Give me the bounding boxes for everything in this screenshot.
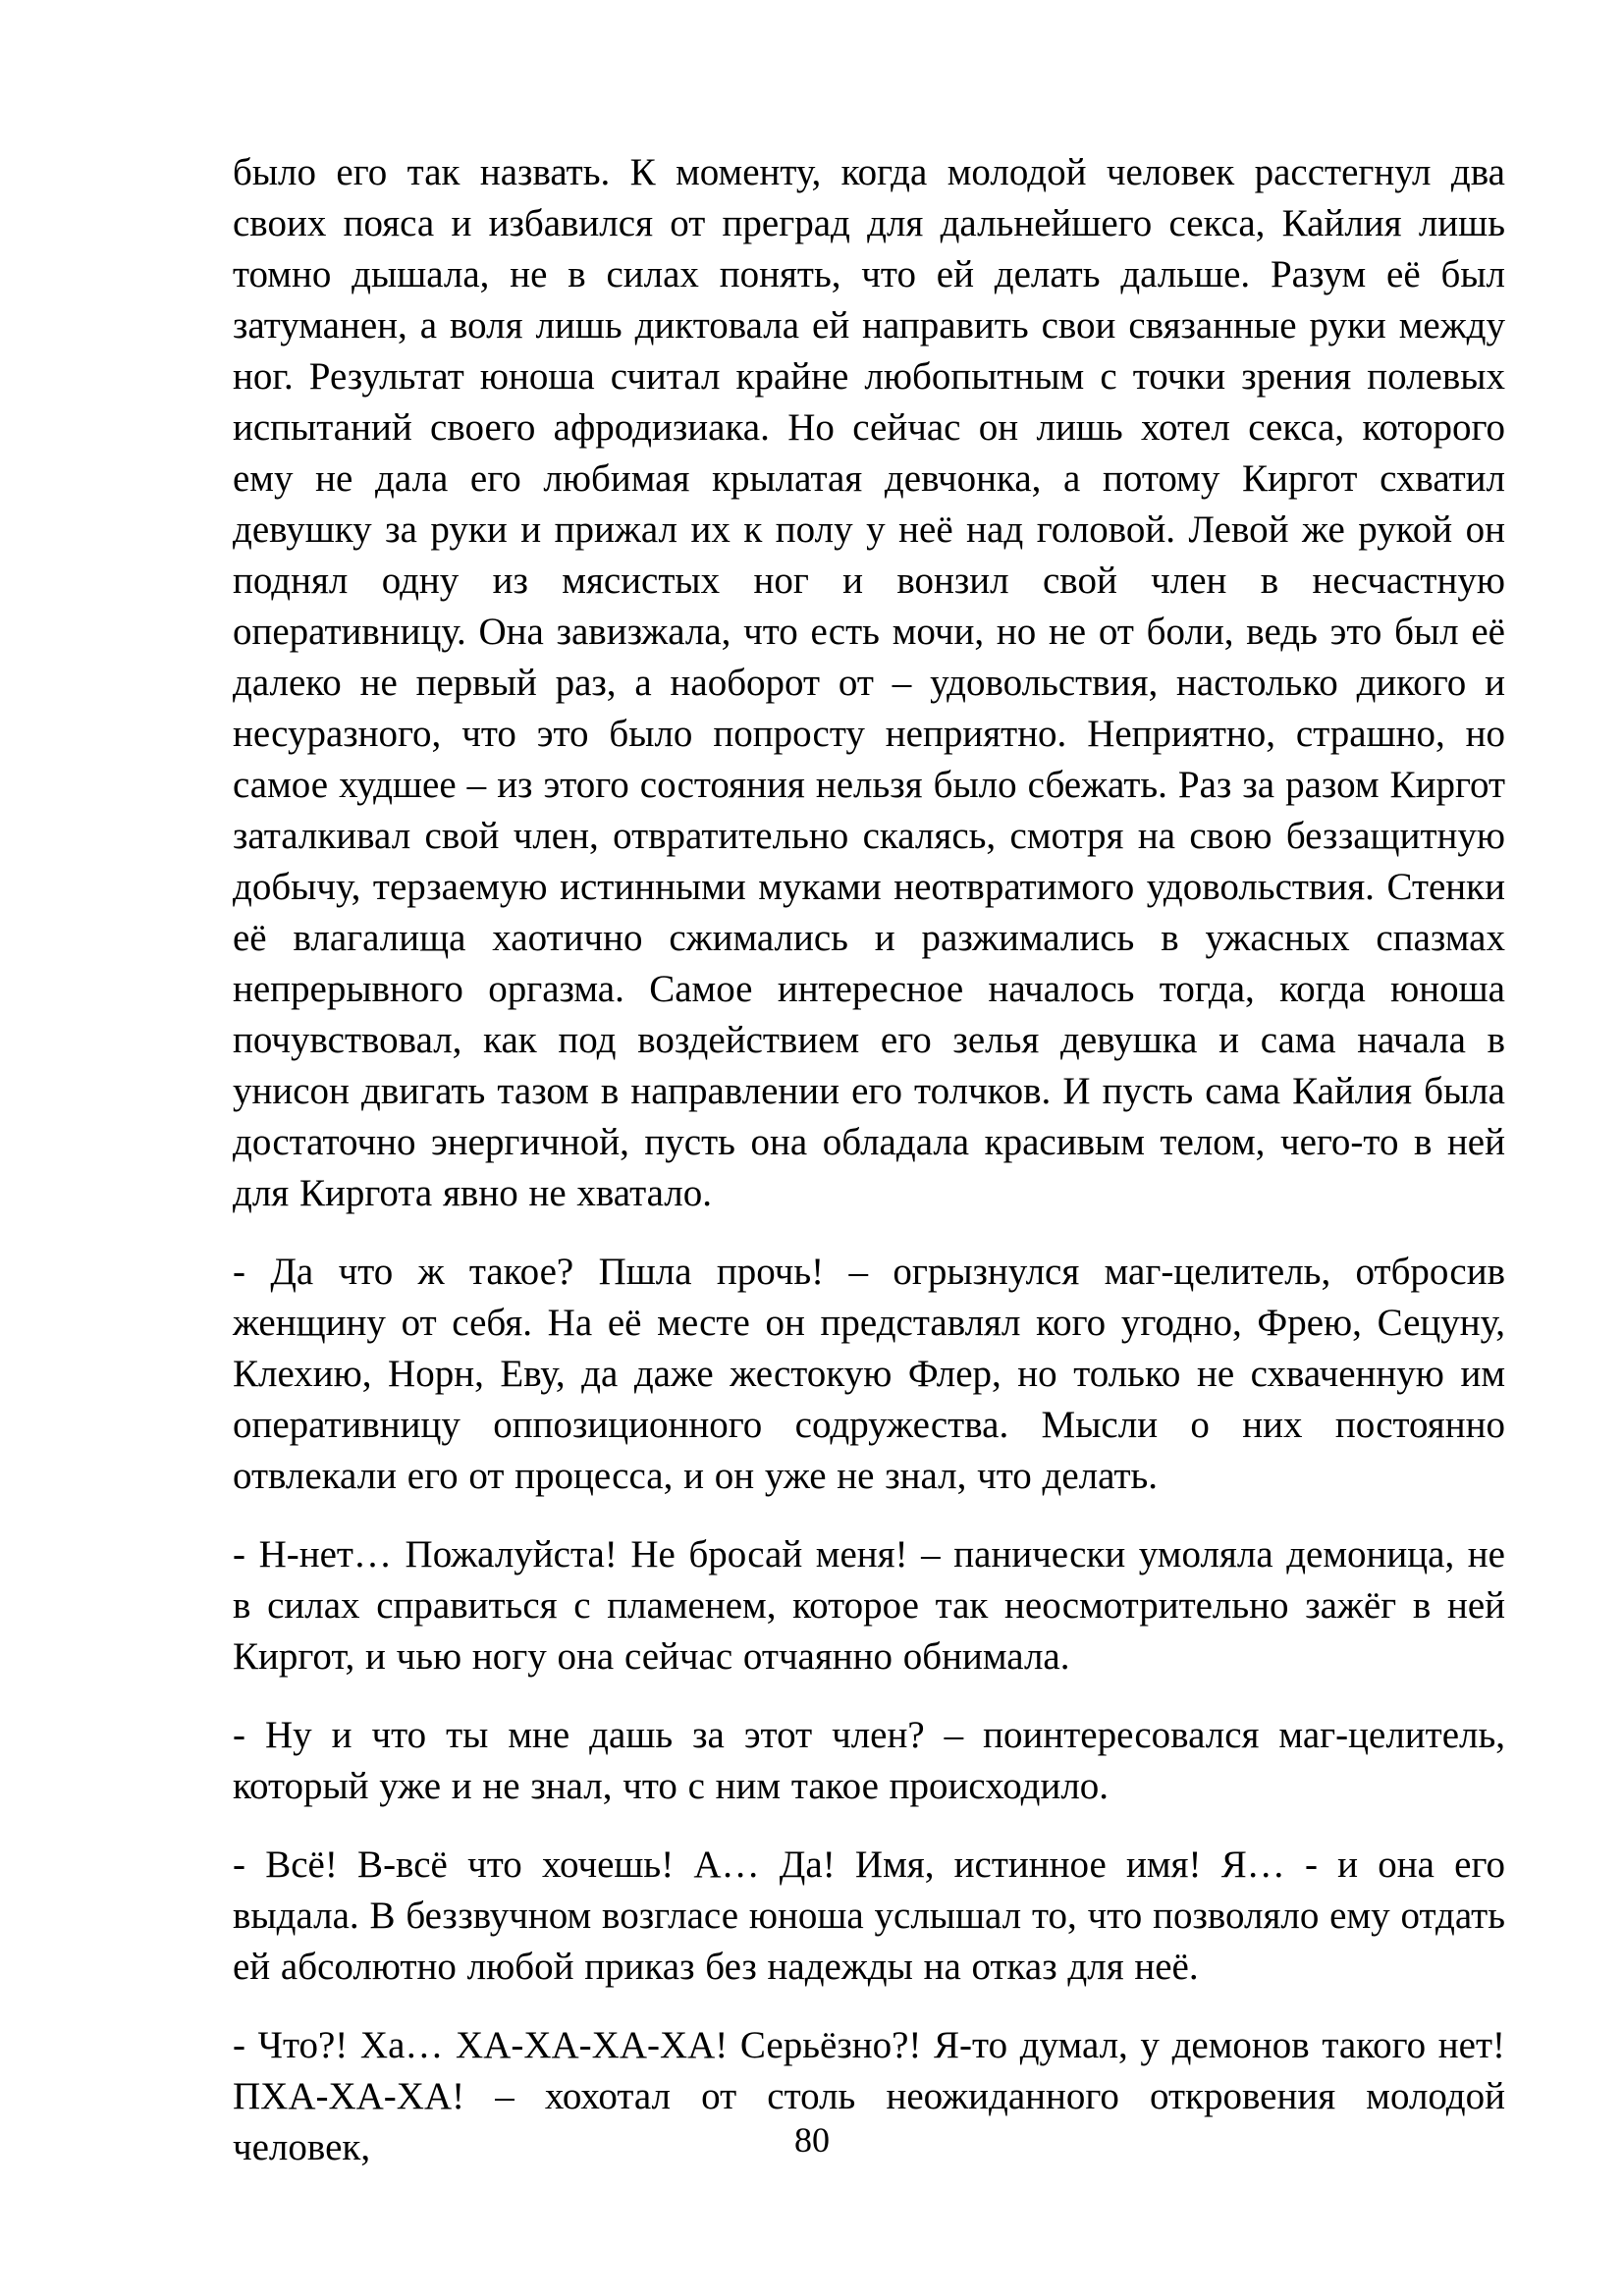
paragraph: - Что?! Ха… ХА-ХА-ХА-ХА! Серьёзно?! Я-то думал, у демонов такого нет! ПХА-ХА-ХА! – хохотал от столь неожиданного откровения молодой человек, (233, 2024, 1505, 2168)
paragraph: - Ну и что ты мне дашь за этот член? – поинтересовался маг-целитель, который уже и не знал, что с ним такое происходило. (233, 1714, 1505, 1807)
paragraph: - Всё! В-всё что хочешь! А… Да! Имя, истинное имя! Я… - и она его выдала. В беззвучном возгласе юноша услышал то, что позволяло ему отдать ей абсолютно любой приказ без надежды на отказ для неё. (233, 1843, 1505, 1988)
paragraph: - Н-нет… Пожалуйста! Не бросай меня! – панически умоляла демоница, не в силах справиться с пламенем, которое так неосмотрительно зажёг в ней Киргот, и чью ногу она сейчас отчаянно обнимала. (233, 1533, 1505, 1678)
paragraph: было его так назвать. К моменту, когда молодой человек расстегнул два своих пояса и избавился от преград для дальнейшего секса, Кайлия лишь томно дышала, не в силах понять, что ей делать дальше. Разум её был затуманен, а воля лишь диктовала ей направить свои связанные руки между ног. Результат юноша считал крайне любопытным с точки зрения полевых испытаний своего афродизиака. Но сейчас он лишь хотел секса, которого ему не дала его любимая крылатая девчонка, а потому Киргот схватил девушку за руки и прижал их к полу у неё над головой. Левой же рукой он поднял одну из мясистых ног и вонзил свой член в несчастную оперативницу. Она завизжала, что есть мочи, но не от боли, ведь это был её далеко не первый раз, а наоборот от – удовольствия, настолько дикого и несуразного, что это было попросту неприятно. Неприятно, страшно, но самое худшее – из этого состояния нельзя было сбежать. Раз за разом Киргот заталкивал свой член, отвратительно скалясь, смотря на свою беззащитную добычу, терзаемую истинными муками неотвратимого удовольствия. Стенки её влагалища хаотично сжимались и разжимались в ужасных спазмах непрерывного оргазма. Самое интересное началось тогда, когда юноша почувствовал, как под воздействием его зелья девушка и сама начала в унисон двигать тазом в направлении его толчков. И пусть сама Кайлия была достаточно энергичной, пусть она обладала красивым телом, чего-то в ней для Киргота явно не хватало. (233, 151, 1505, 1214)
page-body-text (233, 147, 1505, 2201)
page-number: 80 (794, 2120, 830, 2160)
paragraph: - Да что ж такое? Пшла прочь! – огрызнулся маг-целитель, отбросив женщину от себя. На её месте он представлял кого угодно, Фрею, Сецуну, Клехию, Норн, Еву, да даже жестокую Флер, но только не схваченную им оперативницу оппозиционного содружества. Мысли о них постоянно отвлекали его от процесса, и он уже не знал, что делать. (233, 1251, 1505, 1497)
